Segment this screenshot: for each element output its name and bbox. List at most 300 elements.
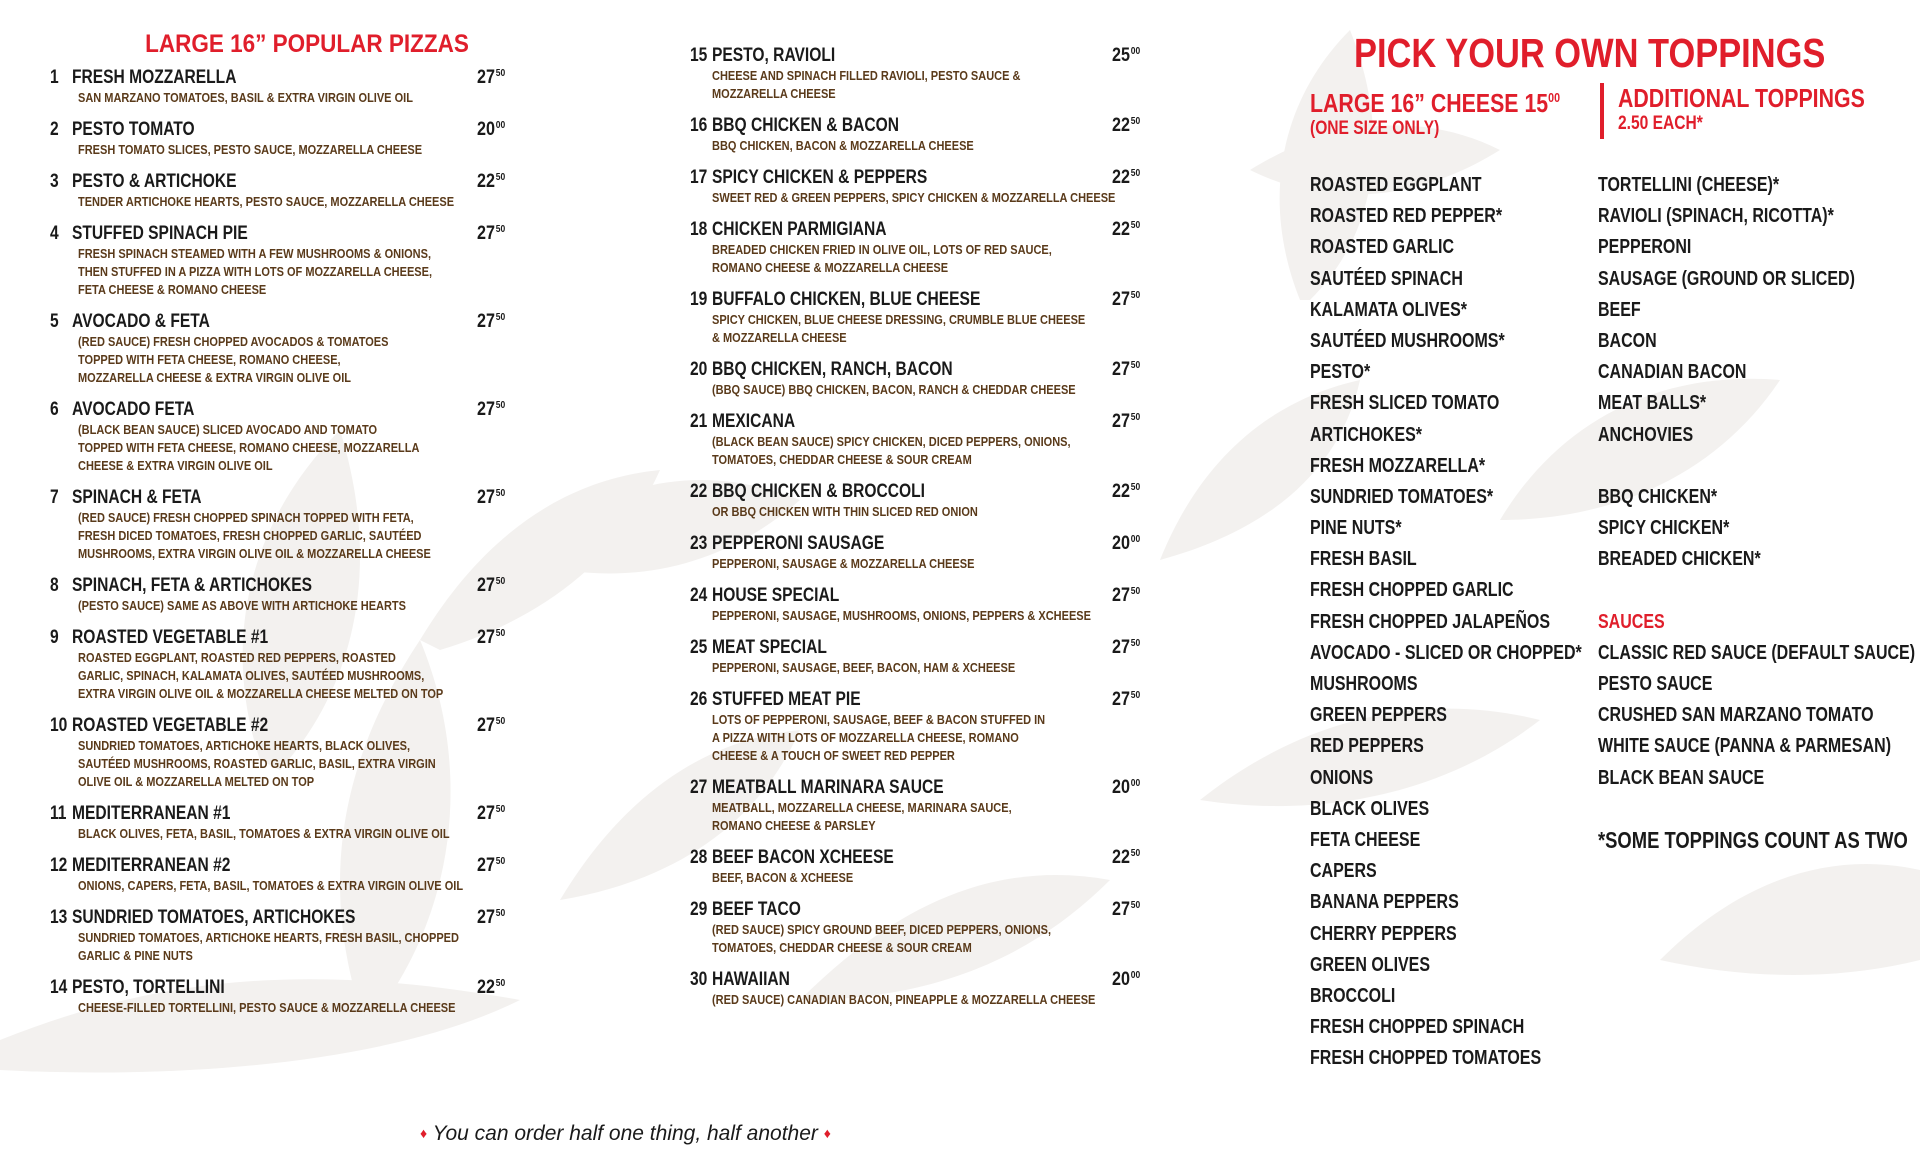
pizza-name: MEDITERRANEAN #2 — [72, 855, 231, 876]
pizza-price — [1112, 533, 1140, 555]
pizza-description: ROASTED EGGPLANT, ROASTED RED PEPPERS, ROASTED GARLIC, SPINACH, KALAMATA OLIVES, SAUTÉED MUSHROOMS, EXTRA VIRGIN OLIVE OIL & MOZZARELLA CHEESE MELTED ON TOP — [78, 651, 444, 701]
pizza-description: PEPPERONI, SAUSAGE, MUSHROOMS, ONIONS, PEPPERS & XCHEESE — [712, 609, 1091, 623]
pizza-price — [1112, 45, 1140, 67]
toppings-lists — [1310, 170, 1916, 1074]
pizza-item — [50, 803, 505, 843]
pizza-header — [690, 359, 1140, 381]
price-dollars: 22 — [1111, 167, 1130, 188]
diamond-icon: ♦ — [420, 1125, 428, 1141]
pizza-description: (BLACK BEAN SAUCE) SPICY CHICKEN, DICED PEPPERS, ONIONS, TOMATOES, CHEDDAR CHEESE & SOUR CREAM — [712, 435, 1071, 467]
price-dollars: 22 — [476, 171, 495, 192]
pizza-number: 16 — [690, 115, 708, 136]
pizza-price — [1112, 481, 1140, 503]
pizza-description: SPICY CHICKEN, BLUE CHEESE DRESSING, CRUMBLE BLUE CHEESE & MOZZARELLA CHEESE — [712, 313, 1086, 345]
pizza-price — [477, 855, 505, 877]
toppings-list-left — [1310, 170, 1598, 1074]
pizza-number: 22 — [690, 481, 708, 502]
toppings-title: PICK YOUR OWN TOPPINGS — [1354, 30, 1826, 76]
price-dollars: 27 — [476, 907, 495, 928]
pizza-header — [50, 67, 510, 89]
pizza-number: 10 — [50, 715, 68, 736]
pizza-name: SUNDRIED TOMATOES, ARTICHOKES — [72, 907, 356, 928]
pizza-description: BBQ CHICKEN, BACON & MOZZARELLA CHEESE — [712, 139, 974, 153]
price-cents: 50 — [495, 628, 505, 639]
pizza-description: CHEESE AND SPINACH FILLED RAVIOLI, PESTO SAUCE & MOZZARELLA CHEESE — [712, 69, 1021, 101]
price-cents: 50 — [495, 488, 505, 499]
pizza-number: 11 — [50, 803, 67, 824]
pizza-name: PESTO & ARTICHOKE — [72, 171, 237, 192]
meat-toppings-list — [1598, 170, 1908, 451]
half-and-half-text: You can order half one thing, half another — [432, 1122, 818, 1145]
toppings-list-right — [1598, 170, 1916, 1074]
price-dollars: 27 — [476, 67, 495, 88]
topping-item: ONIONS — [1310, 766, 1374, 789]
pizza-item — [690, 115, 1140, 155]
price-cents: 50 — [1130, 900, 1140, 911]
price-cents: 50 — [1130, 168, 1140, 179]
price-dollars: 27 — [476, 399, 495, 420]
pizza-price — [477, 977, 505, 999]
pizza-description: (BBQ SAUCE) BBQ CHICKEN, BACON, RANCH & CHEDDAR CHEESE — [712, 383, 1076, 397]
half-and-half-note — [420, 1122, 831, 1146]
pizza-header — [690, 899, 1140, 921]
topping-item: RED PEPPERS — [1310, 735, 1424, 758]
price-dollars: 20 — [476, 119, 495, 140]
topping-item: FRESH CHOPPED SPINACH — [1310, 1016, 1525, 1039]
pizza-header — [50, 311, 510, 333]
pizza-header — [690, 411, 1140, 433]
topping-item: ROASTED RED PEPPER* — [1310, 205, 1503, 228]
pizza-price — [477, 399, 505, 421]
pizza-name: SPICY CHICKEN & PEPPERS — [712, 167, 928, 188]
pizza-number: 3 — [50, 171, 59, 192]
pizza-header — [690, 45, 1140, 67]
pizza-description: PEPPERONI, SAUSAGE & MOZZARELLA CHEESE — [712, 557, 975, 571]
price-dollars: 22 — [476, 977, 495, 998]
pizza-header — [690, 289, 1140, 311]
sauce-item: BLACK BEAN SAUCE — [1598, 766, 1765, 789]
price-dollars: 27 — [1111, 411, 1130, 432]
pizza-header — [50, 399, 510, 421]
cheese-pizza-note: (ONE SIZE ONLY) — [1310, 118, 1440, 139]
pizza-item — [50, 487, 505, 563]
price-dollars: 20 — [1111, 969, 1130, 990]
pizza-name: STUFFED MEAT PIE — [712, 689, 861, 710]
pizza-number: 27 — [690, 777, 708, 798]
pizza-name: AVOCADO & FETA — [72, 311, 210, 332]
price-dollars: 27 — [476, 223, 495, 244]
pizza-number: 26 — [690, 689, 708, 710]
pizza-name: PESTO, RAVIOLI — [712, 45, 836, 66]
pizza-item — [690, 533, 1140, 573]
toppings-subheader — [1310, 83, 1910, 140]
price-cents: 50 — [495, 172, 505, 183]
pizza-item — [690, 777, 1140, 835]
pizza-item — [690, 481, 1140, 521]
pizza-list-2 — [690, 45, 1160, 1009]
additional-toppings-block — [1600, 83, 1919, 139]
pizza-name: HAWAIIAN — [712, 969, 790, 990]
topping-item: FRESH CHOPPED JALAPEÑOS — [1310, 610, 1551, 633]
price-cents: 00 — [495, 120, 505, 131]
price-dollars: 27 — [476, 311, 495, 332]
sauce-item: PESTO SAUCE — [1598, 673, 1713, 695]
pizza-item — [690, 899, 1140, 957]
pizza-number: 1 — [50, 67, 59, 88]
price-cents: 50 — [1130, 690, 1140, 701]
pizza-name: BEEF BACON XCHEESE — [712, 847, 894, 868]
topping-item: CANADIAN BACON — [1598, 361, 1747, 384]
topping-item: CHERRY PEPPERS — [1310, 922, 1457, 945]
additional-toppings-price: 2.50 EACH* — [1618, 113, 1703, 134]
pizza-price — [477, 487, 505, 509]
pizza-description: TENDER ARTICHOKE HEARTS, PESTO SAUCE, MOZZARELLA CHEESE — [78, 195, 455, 209]
pizza-header — [690, 637, 1140, 659]
pizza-name: SPINACH & FETA — [72, 487, 202, 508]
pizza-description: OR BBQ CHICKEN WITH THIN SLICED RED ONION — [712, 505, 978, 519]
pizza-item — [50, 627, 505, 703]
topping-item: MUSHROOMS — [1310, 673, 1418, 695]
pizza-header — [50, 855, 510, 877]
pizza-header — [50, 487, 510, 509]
pizza-description: FRESH SPINACH STEAMED WITH A FEW MUSHROOMS & ONIONS, THEN STUFFED IN A PIZZA WITH LOTS OF MOZZARELLA CHEESE, FETA CHEESE & ROMANO CHEESE — [78, 247, 433, 297]
price-cents: 50 — [1130, 412, 1140, 423]
pizza-description: SUNDRIED TOMATOES, ARTICHOKE HEARTS, BLACK OLIVES, SAUTÉED MUSHROOMS, ROASTED GARLIC, BASIL, EXTRA VIRGIN OLIVE OIL & MOZZARELLA MELTED ON TOP — [78, 739, 436, 789]
price-cents: 50 — [495, 312, 505, 323]
pizza-price — [477, 223, 505, 245]
pizza-number: 2 — [50, 119, 59, 140]
pizza-description: (RED SAUCE) SPICY GROUND BEEF, DICED PEPPERS, ONIONS, TOMATOES, CHEDDAR CHEESE & SOUR CREAM — [712, 923, 1052, 955]
pizza-name: STUFFED SPINACH PIE — [72, 223, 248, 244]
topping-item: TORTELLINI (CHEESE)* — [1598, 174, 1780, 196]
topping-item: SAUSAGE (GROUND OR SLICED) — [1598, 267, 1855, 290]
pizza-item — [690, 969, 1140, 1009]
price-cents: 50 — [1130, 482, 1140, 493]
price-cents: 50 — [495, 576, 505, 587]
pizza-header — [50, 803, 510, 825]
price-cents: 50 — [1130, 360, 1140, 371]
pizza-name: FRESH MOZZARELLA — [72, 67, 237, 88]
pizza-price — [1112, 289, 1140, 311]
pizza-header — [690, 689, 1140, 711]
pizza-price — [1112, 847, 1140, 869]
toppings-column — [1310, 30, 1916, 1074]
pizza-item — [690, 585, 1140, 625]
price-dollars: 27 — [1111, 899, 1130, 920]
price-cents: 50 — [495, 908, 505, 919]
pizza-name: PESTO TOMATO — [72, 119, 195, 140]
pizza-number: 6 — [50, 399, 59, 420]
price-cents: 50 — [1130, 116, 1140, 127]
topping-item: PEPPERONI — [1598, 236, 1692, 259]
pizza-item — [690, 45, 1140, 103]
topping-item: MEAT BALLS* — [1598, 392, 1707, 415]
price-cents: 50 — [1130, 848, 1140, 859]
pizza-header — [690, 847, 1140, 869]
pizza-number: 15 — [690, 45, 708, 66]
additional-toppings-title: ADDITIONAL TOPPINGS — [1618, 83, 1865, 113]
topping-item: FRESH CHOPPED GARLIC — [1310, 579, 1514, 602]
pizza-header — [50, 715, 510, 737]
pizza-number: 8 — [50, 575, 59, 596]
pizza-item — [690, 219, 1140, 277]
pizza-item — [50, 119, 505, 159]
price-dollars: 27 — [476, 803, 495, 824]
price-cents: 00 — [1130, 778, 1140, 789]
popular-pizzas-column-2 — [690, 45, 1160, 1021]
pizza-description: BLACK OLIVES, FETA, BASIL, TOMATOES & EXTRA VIRGIN OLIVE OIL — [78, 827, 450, 841]
pizza-name: PEPPERONI SAUSAGE — [712, 533, 885, 554]
price-cents: 00 — [1130, 534, 1140, 545]
spacer — [1598, 575, 1908, 606]
topping-item: FRESH BASIL — [1310, 548, 1417, 571]
pizza-number: 17 — [690, 167, 708, 188]
pizza-description: BREADED CHICKEN FRIED IN OLIVE OIL, LOTS OF RED SAUCE, ROMANO CHEESE & MOZZARELLA CHEESE — [712, 243, 1052, 275]
pizza-header — [50, 907, 510, 929]
pizza-description: FRESH TOMATO SLICES, PESTO SAUCE, MOZZARELLA CHEESE — [78, 143, 423, 157]
pizza-number: 25 — [690, 637, 708, 658]
pizza-price — [1112, 777, 1140, 799]
pizza-item — [50, 575, 505, 615]
pizza-number: 21 — [690, 411, 708, 432]
pizza-header — [50, 977, 510, 999]
pizza-price — [1112, 219, 1140, 241]
pizza-description: LOTS OF PEPPERONI, SAUSAGE, BEEF & BACON STUFFED IN A PIZZA WITH LOTS OF MOZZARELLA CHEESE, ROMANO CHEESE & A TOUCH OF SWEET RED PEPPER — [712, 713, 1046, 763]
price-cents: 50 — [1130, 220, 1140, 231]
topping-item: BACON — [1598, 329, 1657, 352]
pizza-item — [690, 289, 1140, 347]
topping-item: BLACK OLIVES — [1310, 797, 1430, 820]
pizza-name: ROASTED VEGETABLE #2 — [72, 715, 269, 736]
topping-item: ANCHOVIES — [1598, 423, 1694, 446]
topping-item: GREEN OLIVES — [1310, 953, 1431, 976]
pizza-name: MEATBALL MARINARA SAUCE — [712, 777, 944, 798]
pizza-number: 9 — [50, 627, 59, 648]
price-dollars: 27 — [1111, 689, 1130, 710]
pizza-header — [690, 219, 1140, 241]
spacer — [1598, 794, 1908, 825]
price-cents: 50 — [1130, 586, 1140, 597]
topping-item: SAUTÉED MUSHROOMS* — [1310, 329, 1505, 352]
topping-item: RAVIOLI (SPINACH, RICOTTA)* — [1598, 205, 1834, 228]
topping-item: FRESH SLICED TOMATO — [1310, 392, 1500, 415]
pizza-header — [50, 223, 510, 245]
price-cents: 50 — [495, 978, 505, 989]
pizza-number: 12 — [50, 855, 68, 876]
pizza-name: ROASTED VEGETABLE #1 — [72, 627, 269, 648]
pizza-name: BBQ CHICKEN & BACON — [712, 115, 899, 136]
sauce-item: CLASSIC RED SAUCE (DEFAULT SAUCE) — [1598, 641, 1916, 664]
pizza-list-1 — [50, 67, 510, 1017]
price-cents: 50 — [495, 804, 505, 815]
pizza-item — [690, 847, 1140, 887]
pizza-description: CHEESE-FILLED TORTELLINI, PESTO SAUCE & MOZZARELLA CHEESE — [78, 1001, 456, 1015]
pizza-header — [690, 585, 1140, 607]
pizza-item — [50, 907, 505, 965]
pizza-price — [1112, 115, 1140, 137]
pizza-description: SAN MARZANO TOMATOES, BASIL & EXTRA VIRGIN OLIVE OIL — [78, 91, 413, 105]
topping-item: BBQ CHICKEN* — [1598, 485, 1718, 508]
pizza-number: 24 — [690, 585, 708, 606]
price-cents: 50 — [1130, 290, 1140, 301]
pizza-number: 19 — [690, 289, 708, 310]
pizza-description: SUNDRIED TOMATOES, ARTICHOKE HEARTS, FRESH BASIL, CHOPPED GARLIC & PINE NUTS — [78, 931, 459, 963]
pizza-price — [1112, 411, 1140, 433]
topping-item: FRESH CHOPPED TOMATOES — [1310, 1047, 1542, 1070]
pizza-description: (BLACK BEAN SAUCE) SLICED AVOCADO AND TOMATO TOPPED WITH FETA CHEESE, ROMANO CHEESE, MOZZARELLA CHEESE & EXTRA VIRGIN OLIVE OIL — [78, 423, 420, 473]
pizza-header — [690, 115, 1140, 137]
price-dollars: 20 — [1111, 533, 1130, 554]
topping-item: CAPERS — [1310, 860, 1377, 883]
pizza-item — [50, 977, 505, 1017]
price-dollars: 20 — [1111, 777, 1130, 798]
pizza-price — [477, 171, 505, 193]
price-cents: 50 — [495, 716, 505, 727]
pizza-number: 5 — [50, 311, 59, 332]
pizza-item — [50, 171, 505, 211]
pizza-description: (RED SAUCE) FRESH CHOPPED SPINACH TOPPED WITH FETA, FRESH DICED TOMATOES, FRESH CHOPPED GARLIC, SAUTÉED MUSHROOMS, EXTRA VIRGIN OLIVE OIL & MOZZARELLA CHEESE — [78, 511, 431, 561]
pizza-description: PEPPERONI, SAUSAGE, BEEF, BACON, HAM & XCHEESE — [712, 661, 1016, 675]
pizza-item — [690, 689, 1140, 765]
pizza-item — [690, 359, 1140, 399]
pizza-header — [690, 777, 1140, 799]
price-dollars: 27 — [476, 627, 495, 648]
price-dollars: 22 — [1111, 115, 1130, 136]
topping-item: FRESH MOZZARELLA* — [1310, 454, 1486, 477]
pizza-description: (RED SAUCE) FRESH CHOPPED AVOCADOS & TOMATOES TOPPED WITH FETA CHEESE, ROMANO CHEESE, MOZZARELLA CHEESE & EXTRA VIRGIN OLIVE OIL — [78, 335, 389, 385]
pizza-name: CHICKEN PARMIGIANA — [712, 219, 887, 240]
topping-item: FETA CHEESE — [1310, 828, 1421, 851]
topping-item: BANANA PEPPERS — [1310, 891, 1459, 914]
chicken-toppings-list — [1598, 482, 1908, 576]
topping-item: ROASTED EGGPLANT — [1310, 174, 1482, 196]
sauce-item: CRUSHED SAN MARZANO TOMATO — [1598, 704, 1874, 727]
pizza-item — [50, 67, 505, 107]
spacer — [1598, 451, 1908, 482]
pizza-name: BUFFALO CHICKEN, BLUE CHEESE — [712, 289, 981, 310]
pizza-header — [50, 627, 510, 649]
topping-item: AVOCADO - SLICED OR CHOPPED* — [1310, 641, 1582, 664]
price-dollars: 22 — [1111, 847, 1130, 868]
pizza-number: 13 — [50, 907, 68, 928]
pizza-number: 30 — [690, 969, 708, 990]
price-cents: 50 — [1130, 638, 1140, 649]
pizza-item — [50, 223, 505, 299]
topping-item: ARTICHOKES* — [1310, 423, 1423, 446]
sauces-title: SAUCES — [1598, 610, 1665, 633]
pizza-name: MEAT SPECIAL — [712, 637, 827, 658]
pizza-item — [50, 399, 505, 475]
topping-item: SPICY CHICKEN* — [1598, 517, 1730, 540]
price-dollars: 25 — [1111, 45, 1130, 66]
pizza-number: 7 — [50, 487, 59, 508]
price-cents: 50 — [495, 400, 505, 411]
price-dollars: 27 — [476, 855, 495, 876]
pizza-name: BBQ CHICKEN, RANCH, BACON — [712, 359, 953, 380]
pizza-name: MEDITERRANEAN #1 — [72, 803, 231, 824]
price-cents: 50 — [495, 856, 505, 867]
toppings-note: *SOME TOPPINGS COUNT AS TWO — [1598, 826, 1908, 853]
pizza-item — [50, 311, 505, 387]
price-dollars: 27 — [1111, 585, 1130, 606]
pizza-description: ONIONS, CAPERS, FETA, BASIL, TOMATOES & EXTRA VIRGIN OLIVE OIL — [78, 879, 464, 893]
pizza-price — [1112, 899, 1140, 921]
pizza-number: 28 — [690, 847, 708, 868]
diamond-icon: ♦ — [823, 1125, 831, 1141]
pizza-description: (RED SAUCE) CANADIAN BACON, PINEAPPLE & MOZZARELLA CHEESE — [712, 993, 1096, 1007]
pizza-description: MEATBALL, MOZZARELLA CHEESE, MARINARA SAUCE, ROMANO CHEESE & PARSLEY — [712, 801, 1012, 833]
pizza-header — [50, 171, 510, 193]
pizza-price — [1112, 969, 1140, 991]
pizza-price — [477, 715, 505, 737]
price-cents: 50 — [495, 68, 505, 79]
pizza-price — [1112, 689, 1140, 711]
pizza-price — [477, 575, 505, 597]
topping-item: PINE NUTS* — [1310, 517, 1402, 540]
price-dollars: 27 — [476, 715, 495, 736]
topping-item: BROCCOLI — [1310, 984, 1396, 1007]
pizza-name: MEXICANA — [712, 411, 796, 432]
pizza-item — [690, 411, 1140, 469]
sauce-item: WHITE SAUCE (PANNA & PARMESAN) — [1598, 735, 1892, 758]
pizza-header — [690, 481, 1140, 503]
pizza-description: BEEF, BACON & XCHEESE — [712, 871, 854, 885]
pizza-name: SPINACH, FETA & ARTICHOKES — [72, 575, 313, 596]
price-dollars: 22 — [1111, 481, 1130, 502]
pizza-price — [1112, 637, 1140, 659]
topping-item: SUNDRIED TOMATOES* — [1310, 485, 1494, 508]
pizza-name: BBQ CHICKEN & BROCCOLI — [712, 481, 925, 502]
pizza-header — [690, 969, 1140, 991]
pizza-price — [1112, 359, 1140, 381]
price-dollars: 27 — [476, 487, 495, 508]
pizza-name: BEEF TACO — [712, 899, 801, 920]
pizza-price — [477, 311, 505, 333]
price-dollars: 22 — [1111, 219, 1130, 240]
pizza-price — [1112, 585, 1140, 607]
pizza-number: 4 — [50, 223, 59, 244]
pizza-description: (PESTO SAUCE) SAME AS ABOVE WITH ARTICHOKE HEARTS — [78, 599, 406, 613]
pizza-number: 14 — [50, 977, 68, 998]
pizza-price — [477, 67, 505, 89]
pizza-number: 29 — [690, 899, 708, 920]
price-dollars: 27 — [476, 575, 495, 596]
cheese-pizza-title: LARGE 16” CHEESE $15^{00}$ — [1310, 88, 1561, 118]
pizza-item — [50, 715, 505, 791]
price-dollars: 27 — [1111, 289, 1130, 310]
pizza-price — [1112, 167, 1140, 189]
price-cents: 00 — [1130, 46, 1140, 57]
pizza-name: HOUSE SPECIAL — [712, 585, 840, 606]
cheese-pizza-block — [1310, 83, 1600, 140]
popular-pizzas-column-1 — [50, 30, 510, 1029]
pizza-number: 18 — [690, 219, 708, 240]
pizza-header — [50, 119, 510, 141]
price-cents: 00 — [1130, 970, 1140, 981]
price-cents: 50 — [495, 224, 505, 235]
pizza-item — [690, 167, 1140, 207]
pizza-name: PESTO, TORTELLINI — [72, 977, 225, 998]
pizza-header — [690, 533, 1140, 555]
topping-item: KALAMATA OLIVES* — [1310, 298, 1468, 321]
pizza-number: 20 — [690, 359, 708, 380]
pizza-name: AVOCADO FETA — [72, 399, 195, 420]
pizza-item — [50, 855, 505, 895]
pizza-header — [690, 167, 1140, 189]
price-dollars: 27 — [1111, 359, 1130, 380]
price-dollars: 27 — [1111, 637, 1130, 658]
pizza-price — [477, 907, 505, 929]
